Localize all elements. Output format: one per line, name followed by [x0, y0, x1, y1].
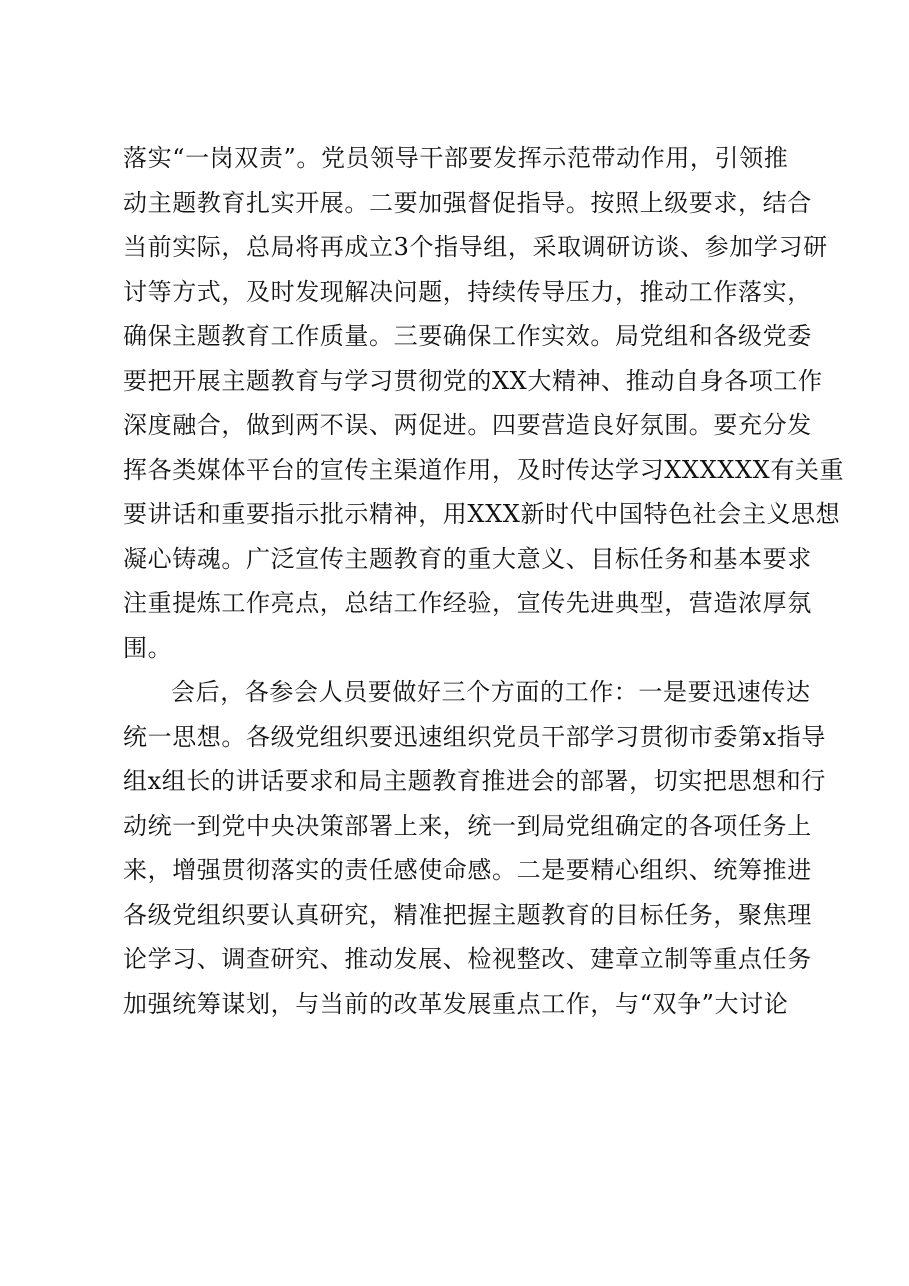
text-line: 挥各类媒体平台的宣传主渠道作用，及时传达学习XXXXXX有关重: [123, 455, 845, 484]
text-line: 加强统筹谋划，与当前的改革发展重点工作，与“双争”大讨论: [123, 989, 789, 1018]
text-line: 要讲话和重要指示批示精神，用XXX新时代中国特色社会主义思想: [123, 500, 841, 528]
text-line: 落实“一岗双责”。党员领导干部要发挥示范带动作用，引领推: [123, 144, 789, 172]
text-line: 要把开展主题教育与学习贯彻党的XX大精神、推动自身各项工作: [123, 366, 823, 395]
text-line: 深度融合，做到两不误、两促进。四要营造良好氛围。要充分发: [123, 411, 812, 439]
text-line: 凝心铸魂。广泛宣传主题教育的重大意义、目标任务和基本要求: [123, 544, 812, 573]
text-line: 当前实际，总局将再成立3个指导组，采取调研访谈、参加学习研: [123, 233, 828, 261]
text-line: 注重提炼工作亮点，总结工作经验，宣传先进典型，营造浓厚氛: [123, 589, 812, 617]
paragraph-start-line: 会后，各参会人员要做好三个方面的工作：一是要迅速传达: [171, 678, 811, 706]
text-line: 各级党组织要认真研究，精准把握主题教育的目标任务，聚焦理: [123, 900, 812, 929]
text-line: 来，增强贯彻落实的责任感使命感。二是要精心组织、统筹推进: [123, 856, 812, 884]
text-line: 统一思想。各级党组织要迅速组织党员干部学习贯彻市委第x指导: [123, 722, 826, 751]
text-line: 动统一到党中央决策部署上来，统一到局党组确定的各项任务上: [123, 811, 812, 840]
text-line: 确保主题教育工作质量。三要确保工作实效。局党组和各级党委: [123, 322, 812, 350]
body-text: [123, 136, 845, 1026]
text-line: 围。: [123, 633, 173, 662]
text-line: 组x组长的讲话要求和局主题教育推进会的部署，切实把思想和行: [123, 767, 826, 795]
text-line: 论学习、调查研究、推动发展、检视整改、建章立制等重点任务: [123, 945, 812, 973]
text-line: 讨等方式，及时发现解决问题，持续传导压力，推动工作落实，: [123, 277, 812, 306]
text-line: 动主题教育扎实开展。二要加强督促指导。按照上级要求，结合: [123, 188, 812, 217]
